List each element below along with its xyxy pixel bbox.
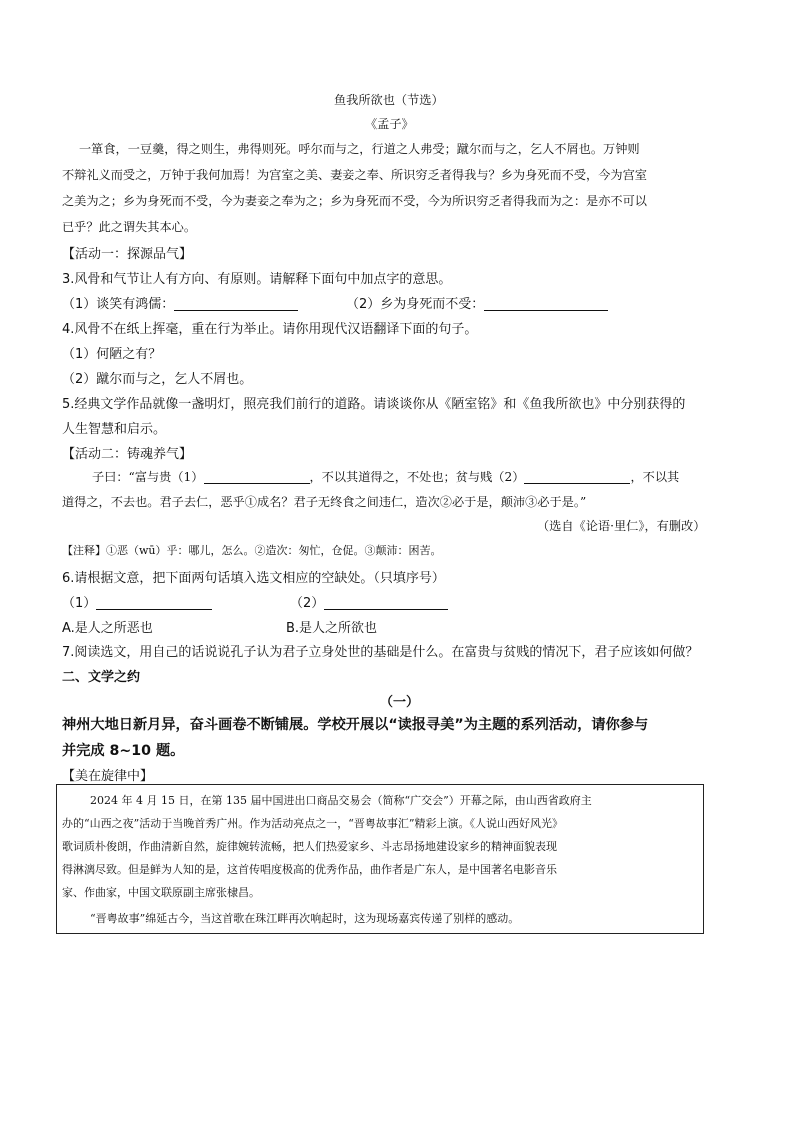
news-line: 歌词质朴俊朗，作曲清新自然，旋律婉转流畅，把人们热爱家乡、斗志昂扬地建设家乡的精神面貌表现 xyxy=(62,840,557,853)
answer-blank[interactable] xyxy=(96,595,212,610)
activity1-heading: 【活动一：探源品气】 xyxy=(62,247,193,262)
poem-line: 已乎？此之谓失其本心。 xyxy=(62,220,197,234)
question-6-2-label: （2） xyxy=(290,596,325,611)
question-3-2-label: （2）乡为身死而不受： xyxy=(346,297,485,312)
news-line: 得淋漓尽致。但是鲜为人知的是，这首传唱度极高的优秀作品，曲作者是广东人，是中国著名电影音乐 xyxy=(62,863,557,876)
section-2-sub: （一） xyxy=(380,695,420,710)
section-2-intro-cont: 并完成 8~10 题。 xyxy=(62,743,185,759)
question-5-cont: 人生智慧和启示。 xyxy=(62,422,167,437)
question-3-1 xyxy=(62,293,298,312)
question-4: 4.风骨不在纸上挥毫，重在行为举止。请你用现代汉语翻译下面的句子。 xyxy=(62,322,478,337)
news-line: 2024 年 4 月 15 日，在第 135 届中国进出口商品交易会（简称“广交会”）开幕之际，由山西省政府主 xyxy=(90,794,592,807)
activity2-heading: 【活动二：铸魂养气】 xyxy=(62,447,193,462)
option-b: B.是人之所欲也 xyxy=(286,621,378,636)
option-a: A.是人之所恶也 xyxy=(62,621,153,636)
question-3-2 xyxy=(346,293,608,312)
question-7: 7.阅读选文，用自己的话说说孔子认为君子立身处世的基础是什么。在富贵与贫贱的情况下，君子应该如何做？ xyxy=(62,645,699,660)
question-6-1-label: （1） xyxy=(62,596,97,611)
news-line: “晋粤故事”绵延古今，当这首歌在珠江畔再次响起时，这为现场嘉宾传递了别样的感动。 xyxy=(90,912,520,925)
question-6: 6.请根据文意，把下面两句话填入选文相应的空缺处。（只填序号） xyxy=(62,571,445,586)
passage-blank-1[interactable] xyxy=(204,469,310,484)
question-4-2: （2）蹴尔而与之，乞人不屑也。 xyxy=(62,372,253,387)
question-6-2 xyxy=(290,592,448,611)
question-3-1-label: （1）谈笑有鸿儒： xyxy=(62,297,175,312)
news-line: 办的“山西之夜”活动于当晚首秀广州。作为活动亮点之一，“晋粤故事汇”精彩上演。《人说山西好风光》 xyxy=(62,817,563,830)
question-3: 3.风骨和气节让人有方向、有原则。请解释下面句中加点字的意思。 xyxy=(62,272,452,287)
section-tag: 【美在旋律中】 xyxy=(62,769,154,784)
question-5: 5.经典文学作品就像一盏明灯，照亮我们前行的道路。请谈谈你从《陋室铭》和《鱼我所欲也》中分别获得的 xyxy=(62,397,686,412)
annotation: 【注释】①恶（wū）乎：哪儿，怎么。②造次：匆忙，仓促。③颠沛：困苦。 xyxy=(62,544,442,557)
passage-line-2: 道得之，不去也。君子去仁，恶乎①成名？君子无终食之间违仁，造次②必于是，颠沛③必于是。” xyxy=(62,495,587,509)
question-6-1 xyxy=(62,592,212,611)
section-2-heading: 二、文学之约 xyxy=(62,670,141,685)
passage-line-1 xyxy=(92,468,679,485)
passage-part: ，不以其 xyxy=(630,470,680,484)
passage-part: 子曰：“富与贵（1） xyxy=(92,470,204,484)
passage-part: ，不以其道得之，不处也；贫与贱（2） xyxy=(309,470,525,484)
poem-line: 不辩礼义而受之，万钟于我何加焉！为宫室之美、妻妾之奉、所识穷乏者得我与？乡为身死而不受，今为宫室 xyxy=(62,168,647,182)
news-line: 家、作曲家，中国文联原副主席张棣昌。 xyxy=(62,886,260,899)
passage-source: （选自《论语·里仁》，有删改） xyxy=(537,519,706,533)
answer-blank[interactable] xyxy=(174,296,298,311)
poem-title: 鱼我所欲也（节选） xyxy=(334,93,444,107)
answer-blank[interactable] xyxy=(484,296,608,311)
poem-line: 之美为之；乡为身死而不受，今为妻妾之奉为之；乡为身死而不受，今为所识穷乏者得我而为之：是亦不可以 xyxy=(62,194,647,208)
section-2-intro: 神州大地日新月异，奋斗画卷不断铺展。学校开展以“读报寻美”为主题的系列活动，请你参与 xyxy=(62,717,649,733)
question-4-1: （1）何陋之有？ xyxy=(62,347,162,362)
answer-blank[interactable] xyxy=(324,595,448,610)
poem-line: 一箪食，一豆羹，得之则生，弗得则死。呼尔而与之，行道之人弗受；蹴尔而与之，乞人不屑也。万钟则 xyxy=(79,142,640,156)
passage-blank-2[interactable] xyxy=(524,469,630,484)
poem-source: 《孟子》 xyxy=(365,117,414,131)
